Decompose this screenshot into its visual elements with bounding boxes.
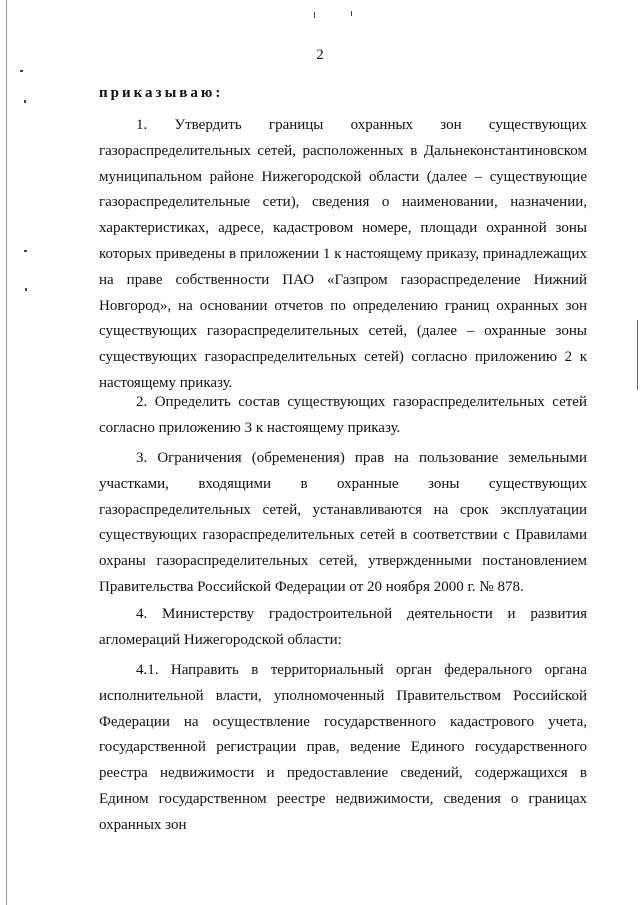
scan-mark <box>20 70 23 72</box>
scan-mark <box>25 288 27 291</box>
paragraph-4-1: 4.1. Направить в территориальный орган федерального органа исполнительной власти, уполномоченный Правительством Российской Федерации на осуществление государственного кадастрового учета, государственной регистрации прав, ведение Единого государственного реестра недвижимости и предоставление сведений, содержащихся в Едином государственном реестре недвижимости, сведения о границах охранных зон <box>99 662 587 833</box>
paragraph-2: 2. Определить состав существующих газораспределительных сетей согласно приложению 3 к настоящему приказу. <box>99 394 587 436</box>
scan-mark <box>24 250 27 252</box>
paragraph-4: 4. Министерству градостроительной деятельности и развития агломераций Нижегородской области: <box>99 606 587 648</box>
scan-mark <box>351 11 352 16</box>
scan-mark <box>24 100 26 103</box>
scan-mark <box>6 0 7 905</box>
page-number: 2 <box>316 47 324 63</box>
paragraph-3: 3. Ограничения (обременения) прав на пользование земельными участками, входящими в охранные зоны существующих газораспределительных сетей, устанавливаются на срок эксплуатации существующих газораспределительных сетей в соответствии с Правилами охраны газораспределительных сетей, утвержденными постановлением Правительства Российской Федерации от 20 ноября 2000 г. № 878. <box>99 450 587 595</box>
paragraph-1: 1. Утвердить границы охранных зон существующих газораспределительных сетей, расположенных в Дальнеконстантиновском муниципальном районе Нижегородской области (далее – существующие газораспределительные сети), сведения о наименовании, назначении, характеристиках, адресе, кадастровом номере, площади охранной зоны которых приведены в приложении 1 к настоящему приказу, принадлежащих на праве собственности ПАО «Газпром газораспределение Нижний Новгород», на основании отчетов по определению границ охранных зон существующих газораспределительных сетей, (далее – охранные зоны существующих газораспределительных сетей) согласно приложению 2 к настоящему приказу. <box>99 117 587 391</box>
scan-mark <box>314 12 315 18</box>
scan-mark <box>637 320 638 390</box>
order-heading: приказываю: <box>99 85 224 101</box>
